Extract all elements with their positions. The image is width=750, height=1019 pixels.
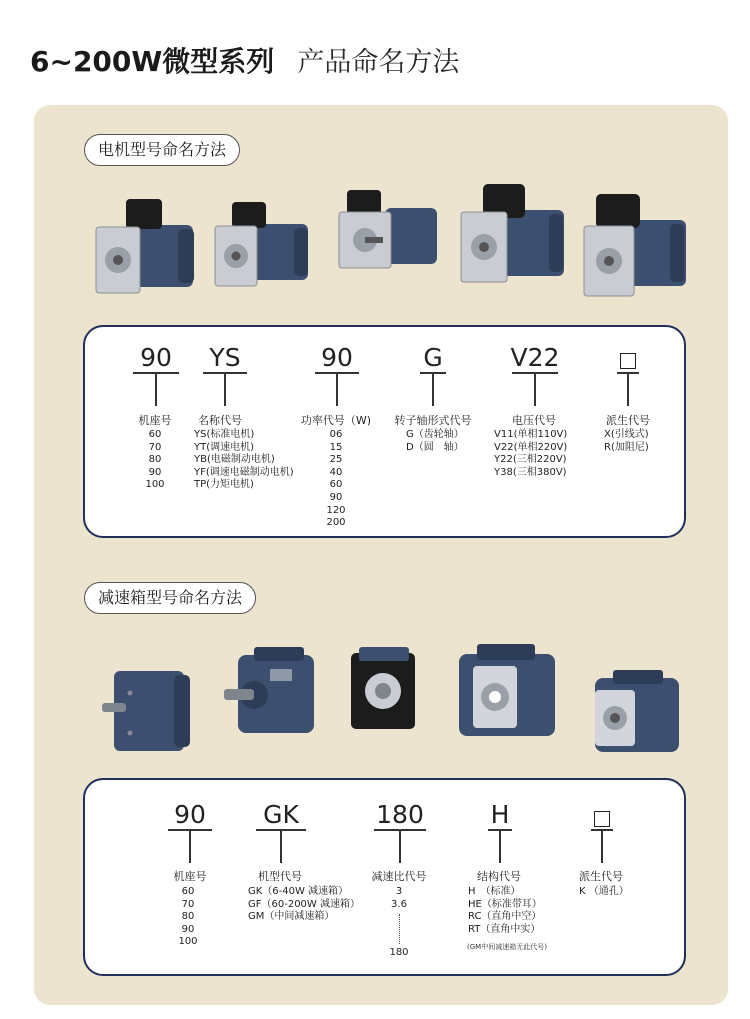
gearbox-photo-3 <box>345 645 420 735</box>
motor-code-name: YS <box>209 343 241 372</box>
motor-photo-1 <box>90 195 205 310</box>
motor-header-power: 功率代号（W) <box>300 414 372 427</box>
gearbox-header-frame: 机座号 <box>173 870 207 883</box>
option-item: D（圆 轴） <box>406 441 464 453</box>
option-item: X(引线式) <box>604 429 649 440</box>
motor-options-shaft <box>406 429 486 454</box>
ratio-range-dots <box>399 914 400 944</box>
motor-header-name: 名称代号 <box>198 414 242 427</box>
gearbox-options-frame <box>168 886 208 949</box>
motor-connector-frame <box>155 373 157 406</box>
option-item: YF(调速电磁制动电机) <box>194 466 294 478</box>
motor-code-shaft: G <box>423 343 443 372</box>
gearbox-header-structure: 结构代号 <box>477 870 521 883</box>
gearbox-connector-frame <box>189 830 191 863</box>
motor-connector-shaft <box>432 373 434 406</box>
motor-options-voltage <box>494 429 586 479</box>
option-item: 180 <box>389 947 409 958</box>
option-item: GF（60-200W 减速箱） <box>248 898 360 910</box>
motor-code-frame: 90 <box>140 343 172 372</box>
motor-code-voltage: V22 <box>510 343 560 372</box>
gearbox-photo-1 <box>100 663 200 758</box>
option-item: 25 <box>329 454 343 466</box>
option-item: 80 <box>181 911 195 923</box>
motor-photo-4 <box>457 180 572 295</box>
option-item: GK（6-40W 减速箱） <box>248 886 349 897</box>
motor-photo-2 <box>210 198 320 298</box>
gearbox-connector-type <box>280 830 282 863</box>
option-item: 200 <box>326 517 346 529</box>
option-item: RT（直角中实） <box>468 923 541 935</box>
option-item: 120 <box>326 504 346 516</box>
motor-connector-voltage <box>534 373 536 406</box>
option-item: Y22(三相220V) <box>494 454 567 466</box>
gearbox-connector-structure <box>499 830 501 863</box>
motor-options-power <box>316 429 356 530</box>
option-item: RC（直角中空） <box>468 911 542 923</box>
motor-header-derivative: 派生代号 <box>606 414 650 427</box>
option-item: TP(力矩电机) <box>194 479 254 491</box>
motor-photo-5 <box>582 188 692 303</box>
gearbox-code-type: GK <box>263 800 299 829</box>
gearbox-photo-5 <box>585 668 685 760</box>
option-item: 60 <box>181 886 195 897</box>
motor-header-shaft: 转子轴形式代号 <box>394 414 472 427</box>
option-item: YT(调速电机) <box>194 441 255 453</box>
gearbox-photo-2 <box>220 645 320 740</box>
option-item: 90 <box>148 466 162 478</box>
option-item: 90 <box>181 923 195 935</box>
option-item: 60 <box>148 429 162 440</box>
option-item: 40 <box>329 466 343 478</box>
motor-photo-3 <box>333 188 443 288</box>
gearbox-header-type: 机型代号 <box>258 870 302 883</box>
motor-connector-derivative <box>627 373 629 406</box>
option-item: K （通孔） <box>579 886 629 897</box>
option-item: 100 <box>145 479 165 491</box>
gearbox-code-structure: H <box>490 800 510 829</box>
motor-header-voltage: 电压代号 <box>512 414 556 427</box>
motor-options-derivative <box>604 429 674 454</box>
option-item: H （标准） <box>468 886 521 897</box>
gearbox-photo-4 <box>455 640 560 745</box>
gearbox-options-type <box>248 886 366 924</box>
option-item: 80 <box>148 454 162 466</box>
gearbox-code-ratio: 180 <box>376 800 424 829</box>
gearbox-section-label: 减速箱型号命名方法 <box>84 582 256 614</box>
option-item: V11(单相110V) <box>494 429 568 440</box>
option-item: V22(单相220V) <box>494 441 568 453</box>
option-item: GM（中间减速箱） <box>248 911 335 923</box>
option-item: 3 <box>395 886 403 897</box>
motor-connector-name <box>224 373 226 406</box>
option-item: 100 <box>178 936 198 948</box>
option-item: 70 <box>181 898 195 910</box>
motor-section-label: 电机型号命名方法 <box>84 134 240 166</box>
motor-connector-power <box>336 373 338 406</box>
gearbox-header-ratio: 减速比代号 <box>371 870 427 883</box>
motor-code-power: 90 <box>321 343 353 372</box>
option-item: 15 <box>329 441 343 453</box>
gearbox-connector-ratio <box>399 830 401 863</box>
option-item: 90 <box>329 491 343 503</box>
gearbox-header-derivative: 派生代号 <box>579 870 623 883</box>
option-item: HE（标准带耳） <box>468 898 542 910</box>
option-item: 60 <box>329 479 343 491</box>
option-item: 06 <box>329 429 343 440</box>
option-item: YB(电磁制动电机) <box>194 454 275 466</box>
option-item: G（齿轮轴） <box>406 429 464 440</box>
option-item: Y38(三相380V) <box>494 466 567 478</box>
page-title-series: 6~200W微型系列 <box>30 45 275 78</box>
gearbox-connector-derivative <box>601 830 603 863</box>
structure-code-note: (GM中间减速箱无此代号) <box>467 943 547 951</box>
gearbox-options-ratio-max <box>379 947 419 960</box>
motor-options-name <box>194 429 312 492</box>
option-item: 70 <box>148 441 162 453</box>
motor-options-frame <box>135 429 175 492</box>
motor-code-derivative <box>616 346 640 375</box>
gearbox-options-structure <box>468 886 558 936</box>
gearbox-options-ratio <box>379 886 419 911</box>
gearbox-code-frame: 90 <box>174 800 206 829</box>
gearbox-options-derivative <box>579 886 649 899</box>
option-item: YS(标准电机) <box>194 429 255 440</box>
option-item: R(加阻尼) <box>604 441 649 453</box>
page-title-subtitle: 产品命名方法 <box>297 47 460 78</box>
motor-header-frame: 机座号 <box>138 414 172 427</box>
option-item: 3.6 <box>391 898 407 910</box>
page-title <box>30 40 459 80</box>
